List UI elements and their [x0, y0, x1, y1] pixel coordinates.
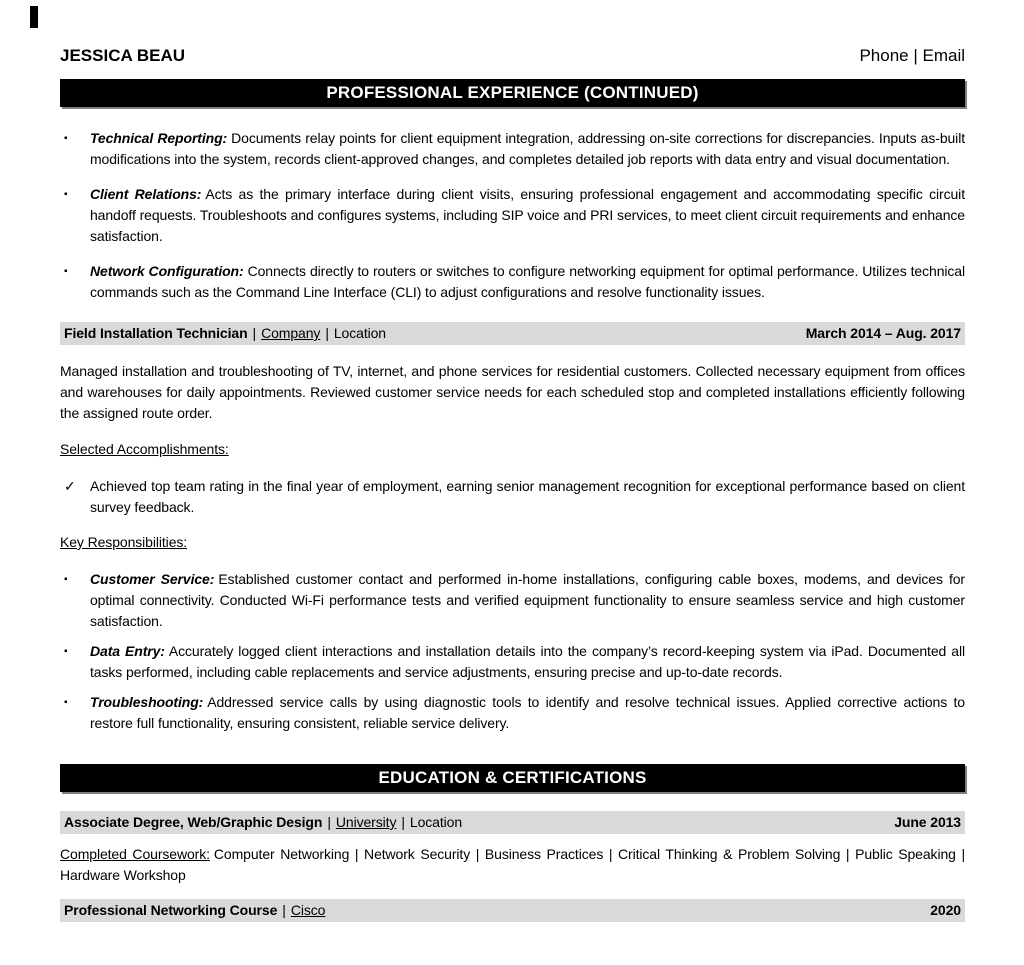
bullet-text: Connects directly to routers or switches to configure networking equipment for optimal performance. Utilizes technical commands such as the Command Line Interface (CLI) to adjust configurations and resolve functionality issues.	[90, 263, 965, 300]
coursework-label: Completed Coursework:	[60, 846, 210, 862]
bullet-body	[90, 641, 965, 683]
certification-left	[64, 899, 325, 922]
degree-date: June 2013	[894, 814, 961, 830]
experience-bullet-list	[60, 128, 965, 303]
square-bullet-icon: ▪	[64, 646, 68, 657]
bullet-item-client-relations	[60, 184, 965, 247]
square-bullet-icon: ▪	[64, 697, 68, 708]
job-title: Field Installation Technician	[64, 325, 248, 341]
responsibility-item-troubleshooting	[60, 692, 965, 734]
certification-title: Professional Networking Course	[64, 902, 278, 918]
bullet-text: Documents relay points for client equipment integration, addressing on-site corrections for discrepancies. Inputs as-built modifications into the system, records client-approved changes, and completes detailed job reports with data entry and visual documentation.	[90, 130, 965, 167]
page-corner-artifact	[30, 6, 38, 28]
job-company: Company	[261, 325, 321, 341]
bullet-body	[90, 128, 965, 170]
certification-bar	[60, 899, 965, 922]
responsibility-item-customer-service	[60, 569, 965, 632]
degree-header-left	[64, 811, 462, 834]
bullet-body	[90, 569, 965, 632]
job-location: Location	[333, 325, 386, 341]
separator: |	[325, 325, 329, 341]
responsibility-text: Accurately logged client interactions and installation details into the company’s record-keeping system via iPad. Documented all tasks performed, including cable replacements and service adjustments, ensuring precise and up-to-date records.	[90, 643, 965, 680]
degree-header-bar	[60, 811, 965, 834]
responsibility-label: Troubleshooting:	[90, 694, 204, 710]
key-responsibilities-heading: Key Responsibilities:	[60, 534, 188, 550]
responsibility-text: Established customer contact and performed in-home installations, configuring cable boxes, modems, and devices for optimal connectivity. Conducted Wi-Fi performance tests and verified equipment functionality to ensure seamless service and high customer satisfaction.	[90, 571, 965, 629]
check-icon: ✓	[64, 478, 76, 494]
coursework-text: Computer Networking | Network Security | Business Practices | Critical Thinking & Problem Solving | Public Speaking | Hardware Workshop	[60, 846, 965, 883]
resume-header	[60, 0, 965, 67]
responsibility-text: Addressed service calls by using diagnostic tools to identify and resolve technical issues. Applied corrective actions to restore full functionality, ensuring consistent, reliable service delivery.	[90, 694, 965, 731]
square-bullet-icon: ▪	[64, 189, 68, 200]
bullet-text: Acts as the primary interface during client visits, ensuring professional engagement and accommodating specific circuit handoff requests. Troubleshoots and configures systems, including SIP voice and PRI services, to meet client circuit requirements and enhance satisfaction.	[90, 186, 965, 244]
certification-date: 2020	[930, 902, 961, 918]
square-bullet-icon: ▪	[64, 266, 68, 277]
accomplishment-text: Achieved top team rating in the final year of employment, earning senior management recognition for exceptional performance based on client survey feedback.	[90, 478, 965, 515]
section-banner-education	[60, 764, 965, 792]
contact-info: Phone | Email	[859, 46, 965, 65]
selected-accomplishments-heading: Selected Accomplishments:	[60, 441, 229, 457]
bullet-body	[90, 184, 965, 247]
separator: |	[252, 325, 257, 341]
coursework-paragraph	[60, 844, 965, 886]
job-dates: March 2014 – Aug. 2017	[805, 325, 961, 341]
bullet-item-network-configuration	[60, 261, 965, 303]
job-header-left	[64, 322, 386, 345]
degree-university: University	[335, 814, 397, 830]
responsibility-label: Customer Service:	[90, 571, 215, 587]
job-header-bar	[60, 322, 965, 345]
resume-page	[60, 0, 965, 922]
section-banner-experience	[60, 79, 965, 107]
square-bullet-icon: ▪	[64, 574, 68, 585]
bullet-label: Network Configuration:	[90, 263, 244, 279]
degree-location: Location	[409, 814, 463, 830]
bullet-label: Client Relations:	[90, 186, 202, 202]
degree-title: Associate Degree, Web/Graphic Design	[64, 814, 323, 830]
responsibility-item-data-entry	[60, 641, 965, 683]
separator: |	[401, 814, 405, 830]
separator: |	[327, 814, 331, 830]
candidate-name: JESSICA BEAU	[60, 46, 186, 65]
section-banner-experience-title: PROFESSIONAL EXPERIENCE (CONTINUED)	[326, 83, 699, 102]
section-banner-education-title: EDUCATION & CERTIFICATIONS	[378, 768, 647, 787]
bullet-body	[90, 261, 965, 303]
bullet-item-technical-reporting	[60, 128, 965, 170]
job-summary: Managed installation and troubleshooting of TV, internet, and phone services for residential customers. Collected necessary equipment from offices and warehouses for daily appointments. Reviewed customer service needs for each scheduled stop and completed installations efficiently following the assigned route order.	[60, 363, 965, 421]
square-bullet-icon: ▪	[64, 133, 68, 144]
accomplishment-item	[60, 476, 965, 518]
bullet-body	[90, 692, 965, 734]
certification-issuer: Cisco	[290, 902, 326, 918]
separator: |	[282, 902, 286, 918]
responsibility-label: Data Entry:	[90, 643, 165, 659]
bullet-label: Technical Reporting:	[90, 130, 228, 146]
responsibility-list	[60, 569, 965, 734]
